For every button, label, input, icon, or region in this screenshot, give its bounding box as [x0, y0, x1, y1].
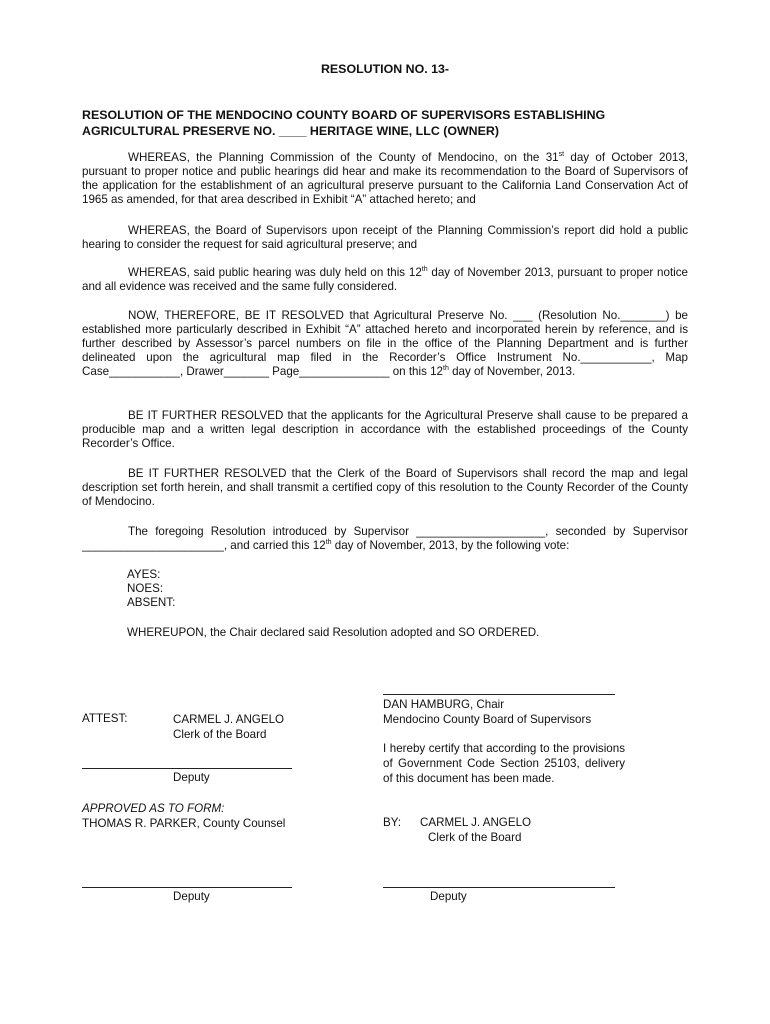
- deputy-label-bottom-right: Deputy: [430, 890, 467, 903]
- by-clerk-name: CARMEL J. ANGELO: [420, 816, 532, 829]
- chair-organization: Mendocino County Board of Supervisors: [383, 713, 592, 726]
- vote-tally: [127, 568, 175, 610]
- deputy-label-left: Deputy: [173, 771, 210, 784]
- county-counsel: THOMAS R. PARKER, County Counsel: [82, 817, 286, 830]
- whereas-board-hearing: WHEREAS, the Board of Supervisors upon receipt of the Planning Commission’s report did hold a public hearing to consider the request for said agricultural preserve; and: [82, 224, 688, 251]
- whereas-hearing-held: WHEREAS, said public hearing was duly held on this 12th day of November 2013, pursuant to proper notice and all evidence was received and the same fully considered.: [82, 266, 688, 293]
- heading-line-2: AGRICULTURAL PRESERVE NO. ____ HERITAGE WINE, LLC (OWNER): [82, 124, 499, 138]
- whereas-planning-commission: WHEREAS, the Planning Commission of the County of Mendocino, on the 31st day of October 2013, pursuant to proper notice and public hearings did hear and make its recommendation to the Board of Supervisors of the application for the establishment of an agricultural preserve pursuant to the California Land Conservation Act of 1965 as amended, for that area described in Exhibit “A” attached hereto; and: [82, 151, 689, 206]
- attest-label: ATTEST:: [82, 712, 128, 725]
- absent-label: ABSENT:: [127, 596, 176, 609]
- by-clerk-block: [420, 815, 531, 845]
- chair-name: DAN HAMBURG, Chair: [383, 698, 505, 711]
- by-clerk-title: Clerk of the Board: [428, 831, 522, 844]
- by-label: BY:: [383, 816, 402, 829]
- resolution-number: RESOLUTION NO. 13-: [320, 62, 450, 76]
- further-resolved-clerk: BE IT FURTHER RESOLVED that the Clerk of the Board of Supervisors shall record the map and legal description set forth herein, and shall transmit a certified copy of this resolution to the County Recorder of the County of Mendocino.: [82, 467, 688, 508]
- clerk-block: [173, 712, 284, 742]
- now-therefore-resolved: NOW, THEREFORE, BE IT RESOLVED that Agricultural Preserve No. ___ (Resolution No._______) be established more particularly described in Exhibit “A” attached hereto and incorporated herein by reference, and is further described by Assessor’s parcel numbers on file in the office of the Planning Department and is further delineated upon the agricultural map filed in the Recorder’s Office Instrument No.___________, Map Case___________, Drawer_______ Page______________ on this 12th day of November, 2013.: [82, 309, 688, 378]
- clerk-name: CARMEL J. ANGELO: [173, 713, 285, 726]
- approved-as-to-form-block: [82, 801, 285, 831]
- chair-signature-line: [383, 694, 615, 695]
- further-resolved-map: BE IT FURTHER RESOLVED that the applicants for the Agricultural Preserve shall cause to be prepared a producible map and a written legal description in accordance with the established proceedings of the County Recorder’s Office.: [82, 409, 688, 450]
- deputy-signature-line-bottom-left: [82, 887, 292, 888]
- certification-statement: I hereby certify that according to the provisions of Government Code Section 25103, delivery of this document has been made.: [383, 742, 625, 785]
- deputy-signature-line-left: [82, 768, 292, 769]
- approved-label: APPROVED AS TO FORM:: [82, 802, 225, 815]
- foregoing-resolution-vote: The foregoing Resolution introduced by Supervisor ____________________, seconded by Supervisor ______________________, and carried this 12th day of November, 2013, by the following vote:: [82, 525, 688, 552]
- chair-signature-block: [383, 697, 591, 727]
- heading-line-1: RESOLUTION OF THE MENDOCINO COUNTY BOARD OF SUPERVISORS ESTABLISHING: [82, 108, 606, 122]
- deputy-signature-line-bottom-right: [383, 887, 615, 888]
- resolution-heading: [82, 107, 688, 139]
- deputy-label-bottom-left: Deputy: [173, 890, 210, 903]
- whereupon-statement: WHEREUPON, the Chair declared said Resolution adopted and SO ORDERED.: [127, 626, 540, 639]
- ayes-label: AYES:: [127, 568, 161, 581]
- clerk-title: Clerk of the Board: [173, 728, 267, 741]
- noes-label: NOES:: [127, 582, 164, 595]
